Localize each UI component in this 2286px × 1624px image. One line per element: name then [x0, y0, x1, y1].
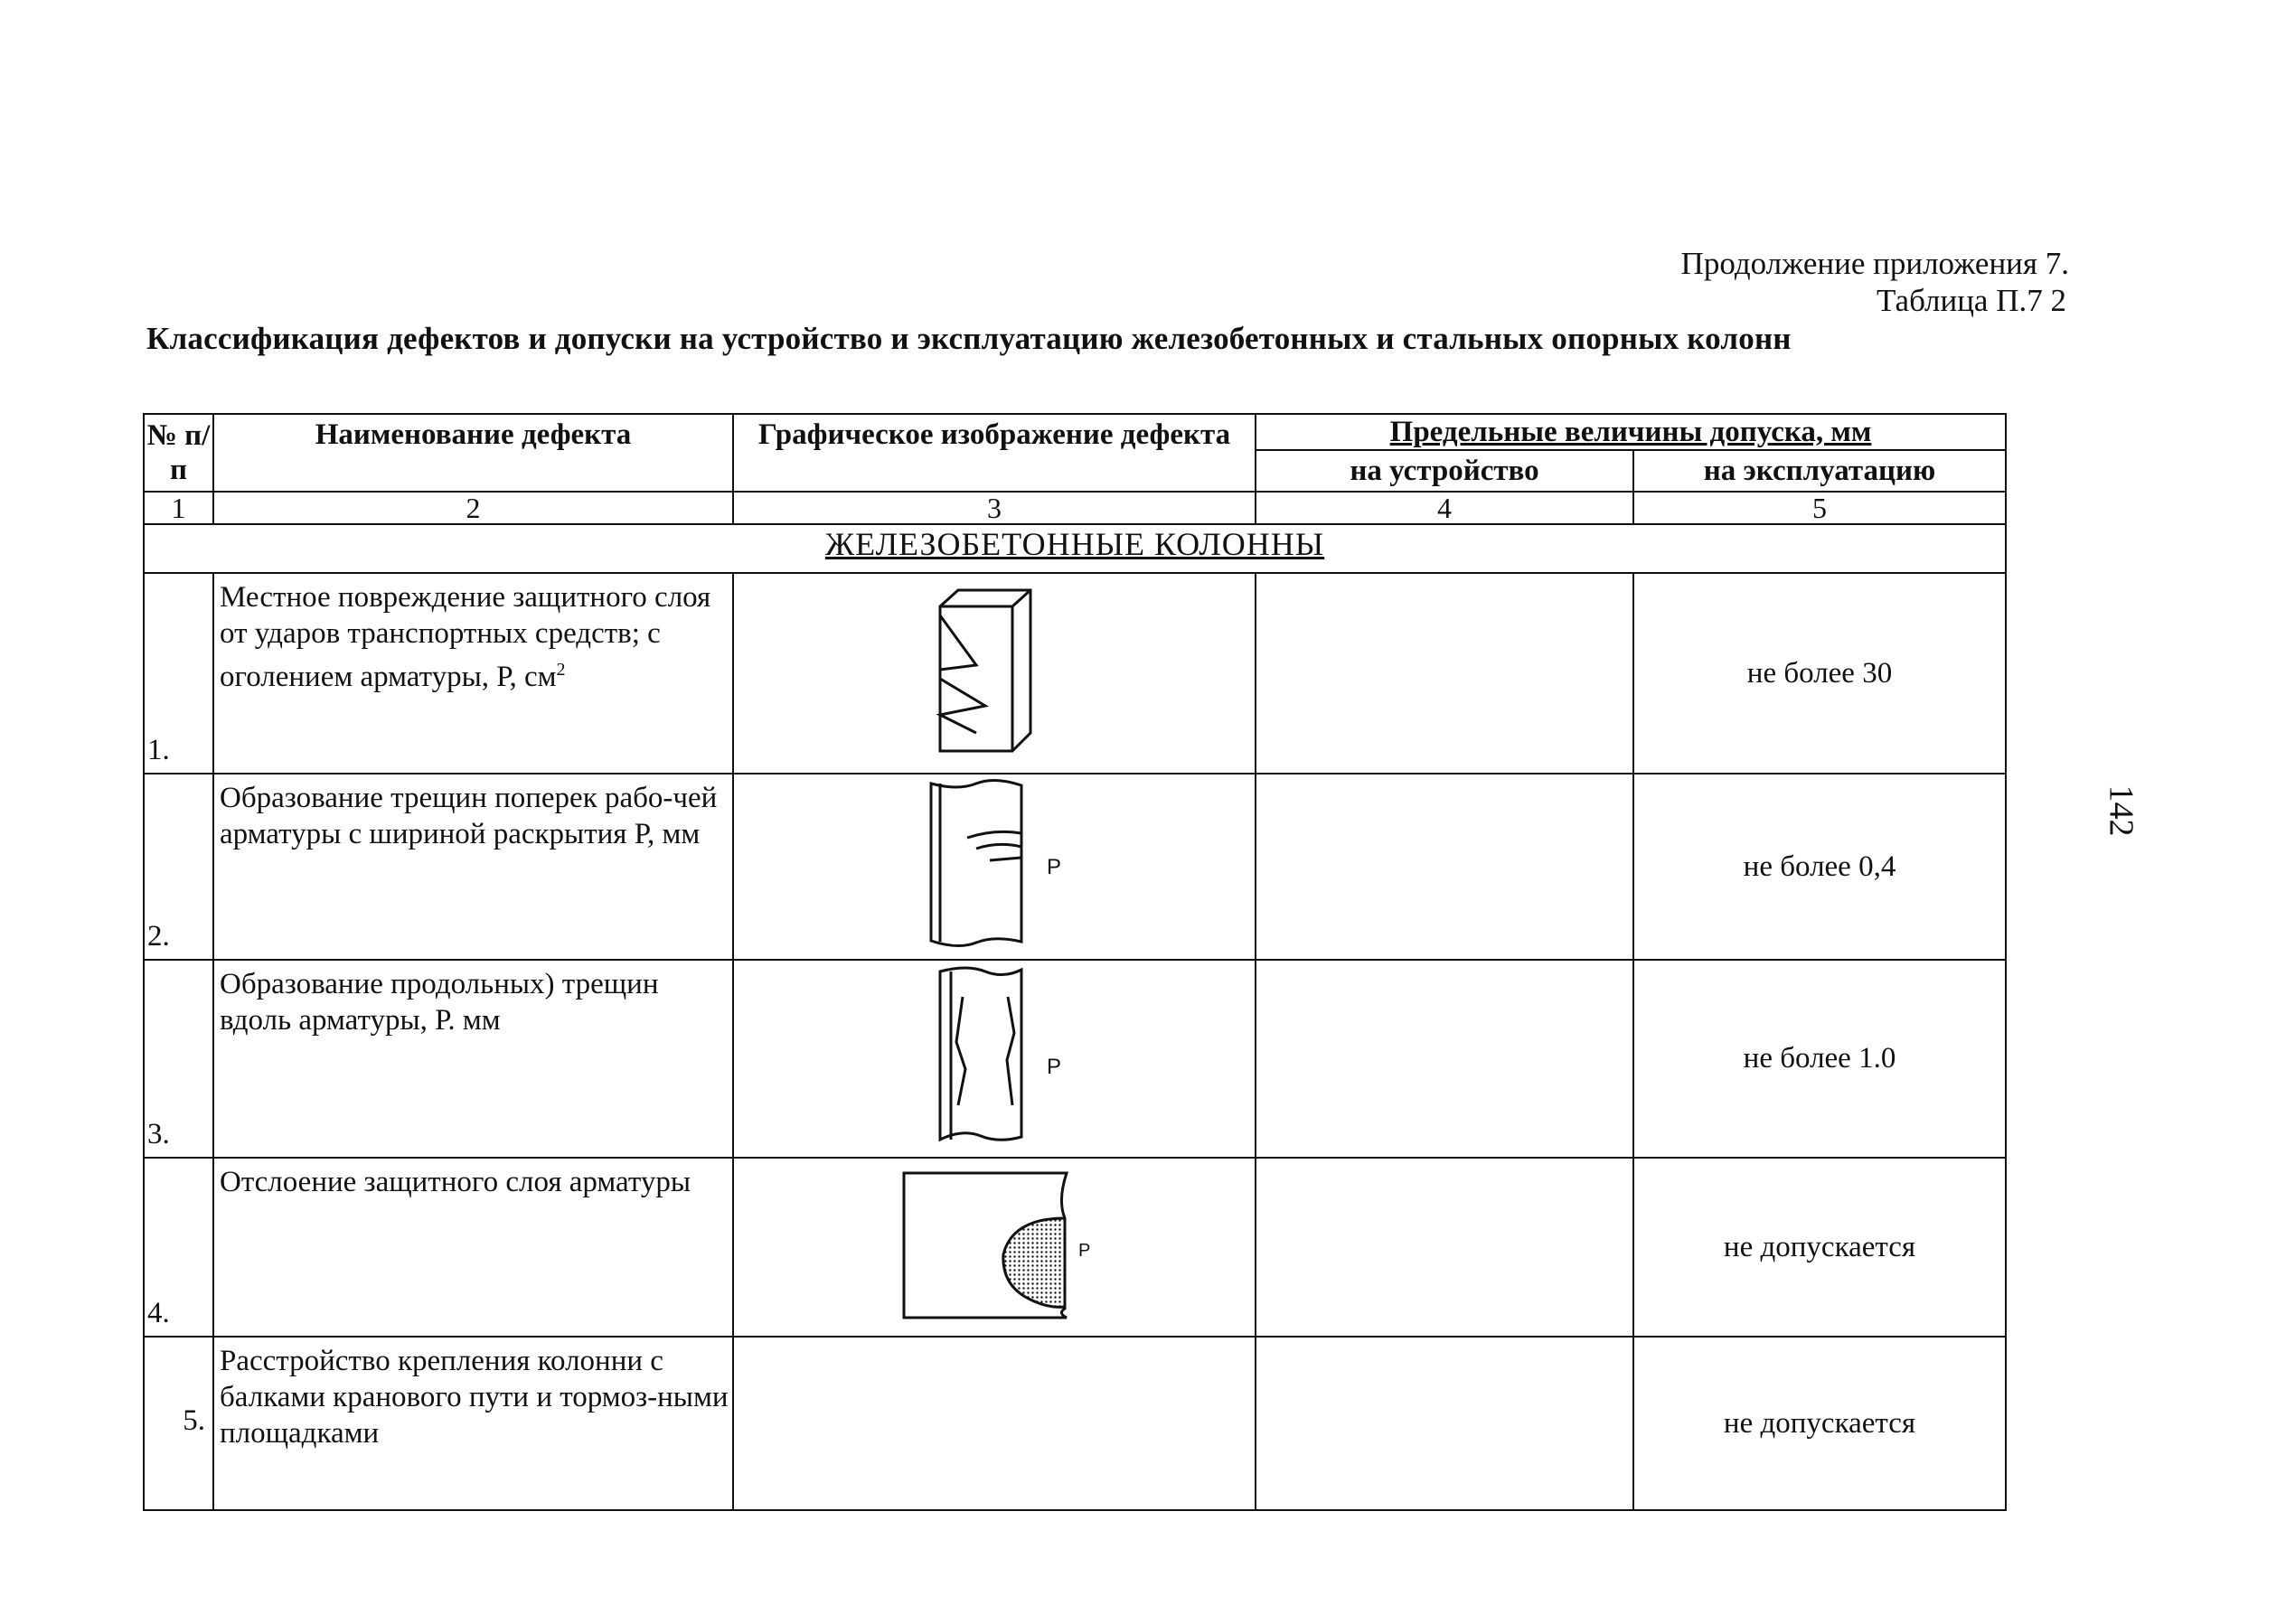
- operation-limit: не более 0,4: [1633, 774, 2006, 960]
- defect-graphic: [733, 1158, 1256, 1337]
- damaged-column-drawing: [922, 579, 1067, 760]
- header-name: Наименование дефекта: [213, 414, 733, 492]
- spalling-drawing: [895, 1164, 1094, 1322]
- row-number: 1.: [144, 573, 213, 774]
- row-number: 4.: [144, 1158, 213, 1337]
- defect-name: [213, 573, 733, 774]
- section-title: ЖЕЛЕЗОБЕТОННЫЕ КОЛОННЫ: [144, 524, 2006, 573]
- install-limit: [1256, 1337, 1633, 1510]
- operation-limit: не допускается: [1633, 1337, 2006, 1510]
- table-number: Таблица П.7 2: [1877, 283, 2066, 318]
- defect-name: Образование продольных) трещин вдоль арматуры, Р. мм: [213, 960, 733, 1158]
- longitudinal-crack-drawing: [913, 961, 1076, 1149]
- table-row: [144, 774, 2006, 960]
- header-num: № п/п: [144, 414, 213, 492]
- document-title: Классификация дефектов и допуски на устройство и эксплуатацию железобетонных и стальных опорных колонн: [146, 321, 1792, 356]
- header-graphic: Графическое изображение дефекта: [733, 414, 1256, 492]
- install-limit: [1256, 573, 1633, 774]
- table-row: [144, 960, 2006, 1158]
- section-row: [144, 524, 2006, 573]
- defects-table: [143, 413, 2007, 1511]
- column-numbers-row: [144, 492, 2006, 524]
- table-row: [144, 1158, 2006, 1337]
- install-limit: [1256, 1158, 1633, 1337]
- install-limit: [1256, 960, 1633, 1158]
- column-number: 4: [1256, 492, 1633, 524]
- header-install: на устройство: [1256, 450, 1633, 492]
- header-limits: Предельные величины допуска, мм: [1256, 414, 2006, 450]
- row-number: 5.: [144, 1337, 213, 1510]
- operation-limit: не более 30: [1633, 573, 2006, 774]
- page-number: 142: [2102, 784, 2140, 837]
- defect-name: Расстройство крепления колонни с балками кранового пути и тормоз-ными площадками: [213, 1337, 733, 1510]
- figure-label-p: P: [1078, 1241, 1091, 1261]
- header-row-1: [144, 414, 2006, 450]
- install-limit: [1256, 774, 1633, 960]
- defect-name: Отслоение защитного слоя арматуры: [213, 1158, 733, 1337]
- continuation-label: Продолжение приложения 7.: [1680, 246, 2069, 281]
- defect-graphic: [733, 1337, 1256, 1510]
- defect-graphic: [733, 774, 1256, 960]
- transverse-crack-drawing: [913, 774, 1076, 951]
- table-row: [144, 1337, 2006, 1510]
- defect-graphic: [733, 960, 1256, 1158]
- unit-superscript: 2: [556, 660, 566, 680]
- table-row: [144, 573, 2006, 774]
- defect-graphic: [733, 573, 1256, 774]
- figure-label-p: P: [1047, 855, 1062, 879]
- row-number: 2.: [144, 774, 213, 960]
- operation-limit: не более 1.0: [1633, 960, 2006, 1158]
- defect-name: Образование трещин поперек рабо-чей арматуры с шириной раскрытия Р, мм: [213, 774, 733, 960]
- column-number: 5: [1633, 492, 2006, 524]
- column-number: 1: [144, 492, 213, 524]
- column-number: 2: [213, 492, 733, 524]
- row-number: 3.: [144, 960, 213, 1158]
- defect-name-text: Местное повреждение защитного слоя от ударов транспортных средств; с оголением арматуры, Р, см: [220, 581, 711, 693]
- operation-limit: не допускается: [1633, 1158, 2006, 1337]
- column-number: 3: [733, 492, 1256, 524]
- header-operation: на эксплуатацию: [1633, 450, 2006, 492]
- figure-label-p: P: [1047, 1055, 1062, 1079]
